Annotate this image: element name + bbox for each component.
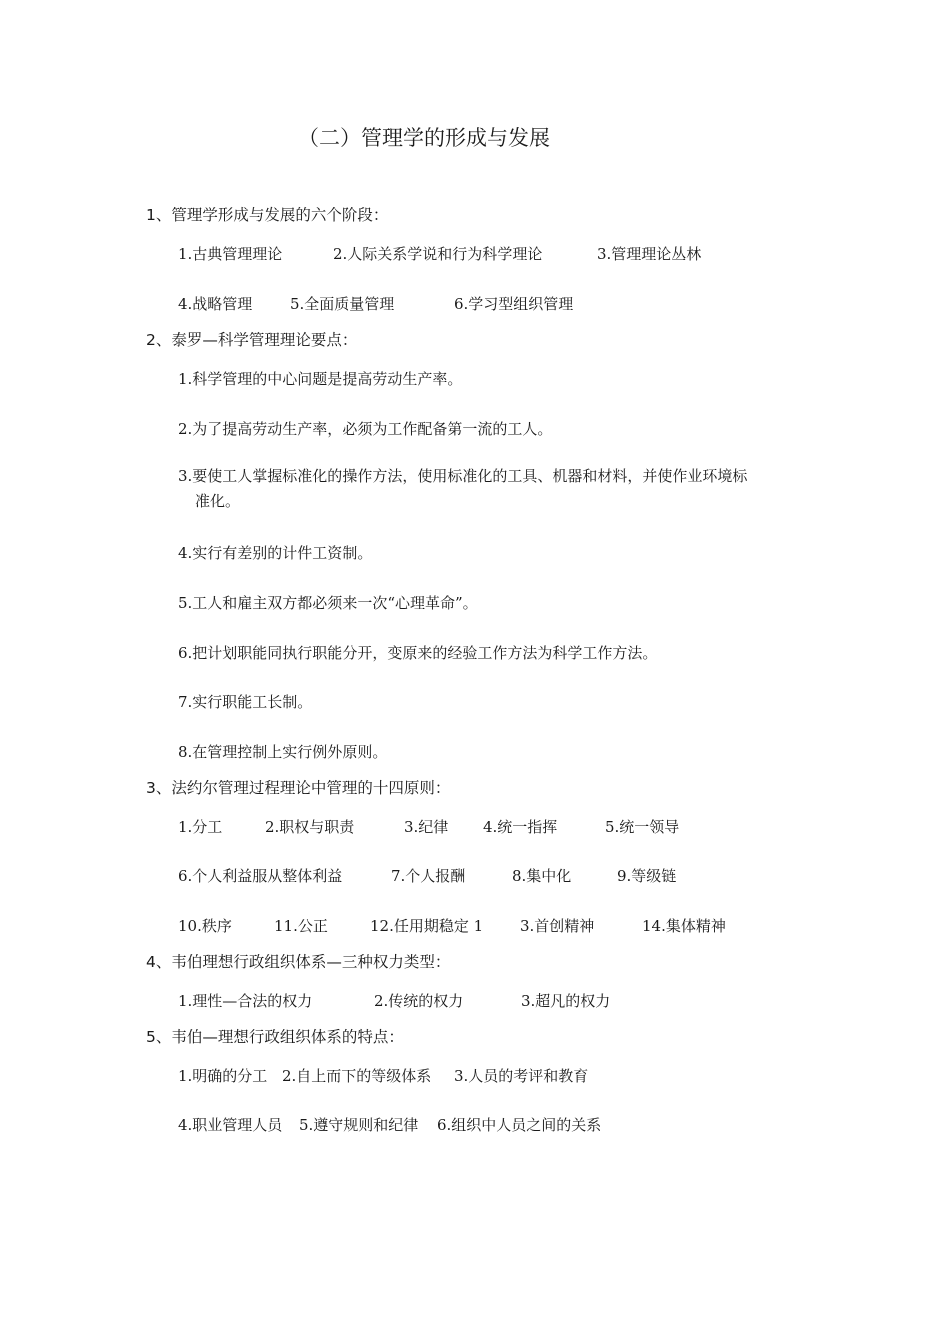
list-item: 5.统一领导	[605, 818, 680, 836]
list-item: 4.实行有差别的计件工资制。	[178, 544, 373, 562]
list-item: 4.职业管理人员	[178, 1116, 283, 1134]
list-item: 3.首创精神	[520, 917, 595, 935]
list-item: 5.全面质量管理	[290, 295, 395, 313]
section-1-heading: 1、管理学形成与发展的六个阶段：	[146, 206, 389, 224]
section-2-heading: 2、泰罗—科学管理理论要点：	[146, 331, 358, 349]
list-item: 8.集中化	[512, 867, 572, 885]
list-item: 3.超凡的权力	[521, 992, 611, 1010]
section-5-heading: 5、韦伯—理想行政组织体系的特点：	[146, 1028, 404, 1046]
list-item: 14.集体精神	[642, 917, 726, 935]
list-item: 1.明确的分工	[178, 1067, 268, 1085]
section-4-heading: 4、韦伯理想行政组织体系—三种权力类型：	[146, 953, 451, 971]
page-title: （二）管理学的形成与发展	[298, 126, 550, 150]
list-item: 4.统一指挥	[483, 818, 558, 836]
list-item: 5.遵守规则和纪律	[299, 1116, 419, 1134]
list-item: 4.战略管理	[178, 295, 253, 313]
list-item: 3.管理理论丛林	[597, 245, 702, 263]
list-item-line: 3.要使工人掌握标准化的操作方法，使用标准化的工具、机器和材料，并使作业环境标	[178, 467, 748, 485]
list-item: 2.自上而下的等级体系	[282, 1067, 432, 1085]
list-item: 3.人员的考评和教育	[454, 1067, 589, 1085]
list-item: 2.为了提高劳动生产率，必须为工作配备第一流的工人。	[178, 420, 553, 438]
list-item-wrapped	[178, 464, 818, 514]
list-item: 6.组织中人员之间的关系	[437, 1116, 602, 1134]
list-item: 11.公正	[274, 917, 328, 935]
list-item-line: 准化。	[195, 492, 241, 510]
list-item: 1.古典管理理论	[178, 245, 283, 263]
list-item: 2.传统的权力	[374, 992, 464, 1010]
list-item: 2.人际关系学说和行为科学理论	[333, 245, 543, 263]
list-item: 1.科学管理的中心问题是提高劳动生产率。	[178, 370, 463, 388]
list-item: 7.个人报酬	[391, 867, 466, 885]
list-item: 12.任用期稳定 1	[370, 917, 484, 935]
list-item: 3.纪律	[404, 818, 449, 836]
list-item: 6.学习型组织管理	[454, 295, 574, 313]
list-item: 7.实行职能工长制。	[178, 693, 313, 711]
section-3-heading: 3、法约尔管理过程理论中管理的十四原则：	[146, 779, 451, 797]
list-item: 8.在管理控制上实行例外原则。	[178, 743, 388, 761]
list-item: 1.分工	[178, 818, 223, 836]
list-item: 1.理性—合法的权力	[178, 992, 313, 1010]
list-item: 6.把计划职能同执行职能分开，变原来的经验工作方法为科学工作方法。	[178, 644, 658, 662]
list-item: 6.个人利益服从整体利益	[178, 867, 343, 885]
list-item: 9.等级链	[617, 867, 677, 885]
list-item: 10.秩序	[178, 917, 232, 935]
list-item: 5.工人和雇主双方都必须来一次“心理革命”。	[178, 594, 478, 612]
list-item: 2.职权与职责	[265, 818, 355, 836]
